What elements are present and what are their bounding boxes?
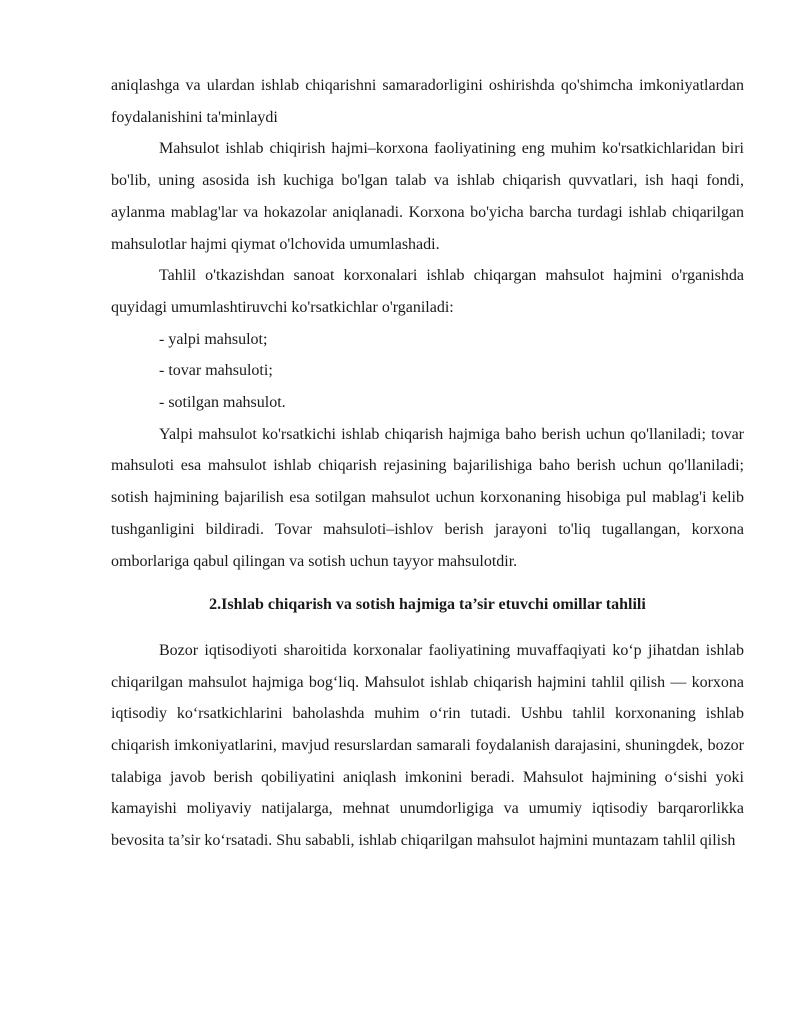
paragraph-indicator-usage: Yalpi mahsulot ko'rsatkichi ishlab chiqarish hajmiga baho berish uchun qo'llaniladi; tovar mahsuloti esa mahsulot ishlab chiqarish rejasining bajarilishiga baho berish uchun qo'llaniladi; sotish hajmining bajarilish esa sotilgan mahsulot uchun korxonaning hisobiga pul mablag'i kelib tushganligini bildiradi. Tovar mahsuloti–ishlov berish jarayoni to'liq tugallangan, korxona omborlariga qabul qilingan va sotish uchun tayyor mahsulotdir. — [111, 425, 744, 570]
section-heading: 2.Ishlab chiqarish va sotish hajmiga ta’sir etuvchi omillar tahlili — [209, 596, 646, 614]
paragraph-analysis-indicators: Tahlil o'tkazishdan sanoat korxonalari ishlab chiqargan mahsulot hajmini o'rganishda quyidagi umumlashtiruvchi ko'rsatkichlar o'rganiladi: — [111, 267, 744, 316]
list-item: - tovar mahsuloti; — [159, 362, 273, 380]
intro-paragraph: aniqlashga va ulardan ishlab chiqarishni samaradorligini oshirishda qo'shimcha imkoniyatlardan foydalanishini ta'minlaydi — [111, 77, 744, 126]
paragraph-production-volume: Mahsulot ishlab chiqirish hajmi–korxona faoliyatining eng muhim ko'rsatkichlaridan biri bo'lib, uning asosida ish kuchiga bo'lgan talab va ishlab chiqarish quvvatlari, ish haqi fondi, aylanma mablag'lar va hokazolar aniqlanadi. Korxona bo'yicha barcha turdagi ishlab chiqarilgan mahsulotlar hajmi qiymat o'lchovida umumlashadi. — [111, 140, 744, 253]
list-item: - sotilgan mahsulot. — [159, 394, 286, 412]
paragraph-market-economy: Bozor iqtisodiyoti sharoitida korxonalar faoliyatining muvaffaqiyati ko‘p jihatdan ishlab chiqarilgan mahsulot hajmiga bog‘liq. Mahsulot ishlab chiqarish hajmini tahlil qilish — korxona iqtisodiy ko‘rsatkichlarini baholashda muhim o‘rin tutadi. Ushbu tahlil korxonaning ishlab chiqarish imkoniyatlarini, mavjud resurslardan samarali foydalanish darajasini, shuningdek, bozor talabiga javob berish qobiliyatini aniqlash imkonini beradi. Mahsulot hajmining o‘sishi yoki kamayishi moliyaviy natijalarga, mehnat unumdorligiga va umumiy iqtisodiy barqarorlikka bevosita ta’sir ko‘rsatadi. Shu sababli, ishlab chiqarilgan mahsulot hajmini muntazam tahlil qilish — [111, 641, 744, 850]
document-page — [111, 70, 744, 857]
list-item: - yalpi mahsulot; — [159, 330, 268, 348]
